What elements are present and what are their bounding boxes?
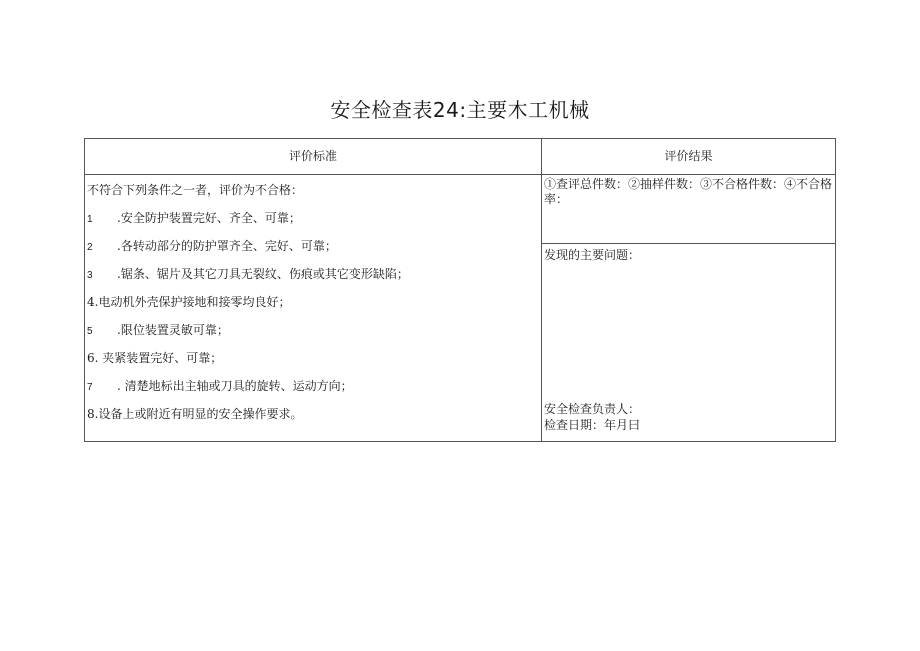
criteria-text: 6. 夹紧装置完好、可靠；: [87, 351, 223, 365]
criteria-item: [87, 266, 409, 284]
criteria-item: [87, 378, 353, 396]
criteria-item: [87, 322, 229, 340]
header-divider: [85, 174, 835, 175]
criteria-item: [87, 210, 301, 228]
criteria-number: 7: [87, 382, 93, 393]
checklist-table: [84, 138, 836, 442]
criteria-text: .安全防护装置完好、齐全、可靠；: [117, 211, 301, 225]
header-result: 评价结果: [664, 149, 713, 163]
criteria-text: .各转动部分的防护罩齐全、完好、可靠；: [117, 239, 337, 253]
criteria-text: . 清楚地标出主轴或刀具的旋转、运动方向；: [117, 379, 353, 393]
signature-block: [544, 401, 640, 433]
criteria-intro: 不符合下列条件之一者，评价为不合格：: [87, 183, 304, 197]
column-divider: [541, 139, 542, 441]
criteria-item: [87, 238, 337, 256]
header-criteria: 评价标准: [288, 149, 337, 163]
criteria-text: 8.设备上或附近有明显的安全操作要求。: [87, 407, 303, 421]
criteria-number: 5: [87, 326, 93, 337]
criteria-item: [87, 294, 290, 310]
criteria-item: [87, 406, 302, 422]
stats-text: ①查评总件数：②抽样件数：③不合格件数：④不合格率：: [544, 177, 833, 206]
result-divider: [542, 243, 835, 244]
criteria-item: [87, 350, 222, 366]
criteria-number: 1: [87, 214, 93, 225]
criteria-number: 3: [87, 270, 93, 281]
criteria-text: .锯条、锯片及其它刀具无裂纹、伤痕或其它变形缺陷；: [117, 267, 409, 281]
problems-label: 发现的主要问题：: [544, 248, 641, 262]
page-title: 安全检查表24:主要木工机械: [330, 98, 590, 122]
criteria-text: .限位装置灵敏可靠；: [117, 323, 229, 337]
criteria-text: 4.电动机外壳保护接地和接零均良好；: [87, 295, 291, 309]
inspector-label: 安全检查负责人：: [544, 402, 641, 416]
date-label: 检查日期：年月曰: [544, 418, 641, 432]
criteria-number: 2: [87, 242, 93, 253]
